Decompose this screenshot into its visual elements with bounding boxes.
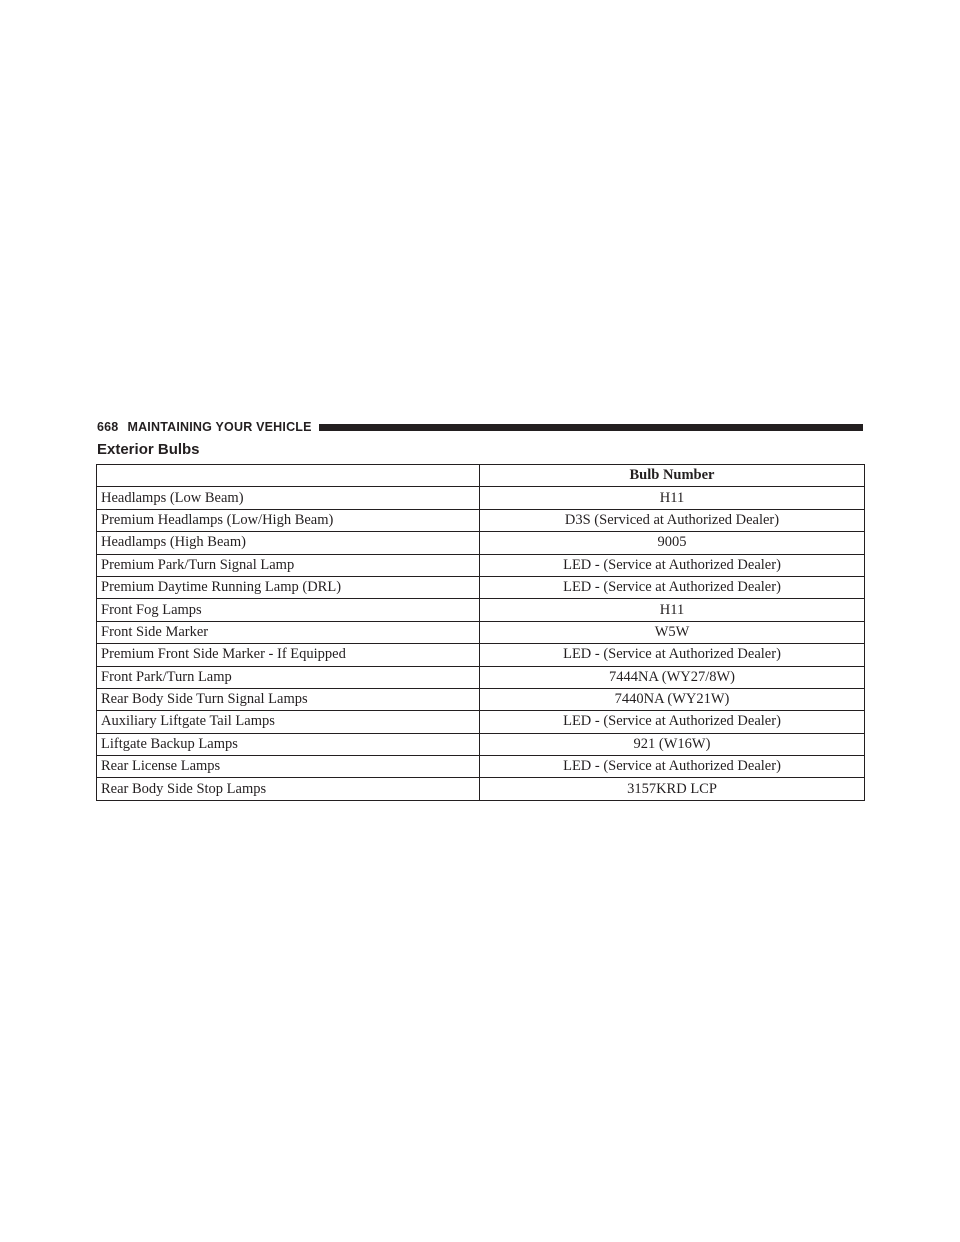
lamp-location: Rear Body Side Stop Lamps xyxy=(97,778,480,800)
table-row xyxy=(97,666,865,688)
lamp-location: Premium Daytime Running Lamp (DRL) xyxy=(97,576,480,598)
table-row xyxy=(97,509,865,531)
bulb-number: 3157KRD LCP xyxy=(480,778,865,800)
bulb-number: LED - (Service at Authorized Dealer) xyxy=(480,554,865,576)
table-row xyxy=(97,778,865,800)
table-row xyxy=(97,621,865,643)
lamp-location: Headlamps (High Beam) xyxy=(97,532,480,554)
table-row xyxy=(97,576,865,598)
table-row xyxy=(97,756,865,778)
lamp-location: Headlamps (Low Beam) xyxy=(97,487,480,509)
bulb-number: W5W xyxy=(480,621,865,643)
page-number: 668 xyxy=(97,420,119,434)
lamp-location: Premium Headlamps (Low/High Beam) xyxy=(97,509,480,531)
bulb-number: H11 xyxy=(480,599,865,621)
table-row xyxy=(97,644,865,666)
lamp-location: Premium Park/Turn Signal Lamp xyxy=(97,554,480,576)
section-title: Exterior Bulbs xyxy=(97,441,200,458)
lamp-location: Front Fog Lamps xyxy=(97,599,480,621)
lamp-location: Rear Body Side Turn Signal Lamps xyxy=(97,688,480,710)
lamp-location: Front Park/Turn Lamp xyxy=(97,666,480,688)
bulb-number: LED - (Service at Authorized Dealer) xyxy=(480,576,865,598)
bulb-number: LED - (Service at Authorized Dealer) xyxy=(480,644,865,666)
lamp-location: Liftgate Backup Lamps xyxy=(97,733,480,755)
lamp-location: Auxiliary Liftgate Tail Lamps xyxy=(97,711,480,733)
lamp-location: Front Side Marker xyxy=(97,621,480,643)
table-row xyxy=(97,487,865,509)
header-rule xyxy=(319,424,863,431)
table-row xyxy=(97,688,865,710)
column-header-bulb-number: Bulb Number xyxy=(480,465,865,487)
bulb-number: LED - (Service at Authorized Dealer) xyxy=(480,711,865,733)
bulb-number: D3S (Serviced at Authorized Dealer) xyxy=(480,509,865,531)
bulb-number: 921 (W16W) xyxy=(480,733,865,755)
bulb-number: 7444NA (WY27/8W) xyxy=(480,666,865,688)
table-row xyxy=(97,733,865,755)
table-header-row xyxy=(97,465,865,487)
bulb-number: LED - (Service at Authorized Dealer) xyxy=(480,756,865,778)
page-header xyxy=(97,419,863,435)
table-row xyxy=(97,711,865,733)
table-row xyxy=(97,554,865,576)
bulb-number: 9005 xyxy=(480,532,865,554)
column-header-location xyxy=(97,465,480,487)
lamp-location: Rear License Lamps xyxy=(97,756,480,778)
bulb-number: H11 xyxy=(480,487,865,509)
bulb-table xyxy=(96,464,865,801)
table-row xyxy=(97,532,865,554)
bulb-number: 7440NA (WY21W) xyxy=(480,688,865,710)
table-row xyxy=(97,599,865,621)
section-name: MAINTAINING YOUR VEHICLE xyxy=(127,420,312,434)
lamp-location: Premium Front Side Marker - If Equipped xyxy=(97,644,480,666)
